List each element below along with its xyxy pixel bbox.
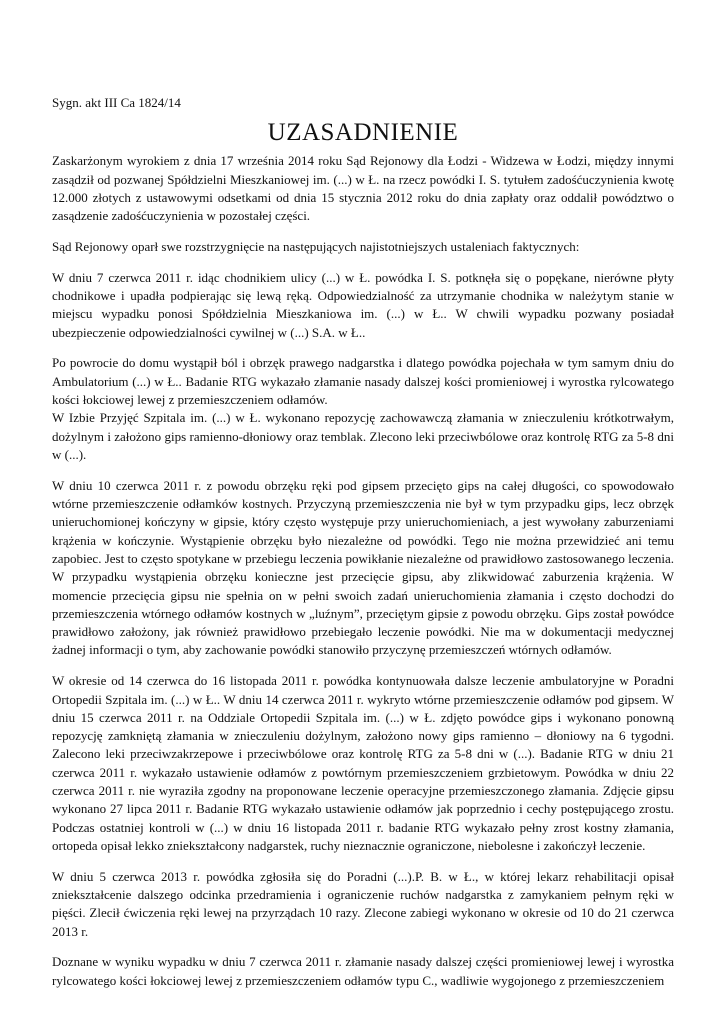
paragraph-rehabilitation: W dniu 5 czerwca 2013 r. powódka zgłosiła się do Poradni (...).P. B. w Ł., w której lekarz rehabilitacji opisał zniekształcenie dalszego odcinka przedramienia i ograniczenie ruchów nadgarstka z zamykaniem pełnym ręki w pięści. Zlecił ćwiczenia ręki lewej na przyrządach 10 razy. Zlecone zabiegi wykonano w okresie od 10 do 21 czerwca 2013 r. — [52, 868, 674, 939]
document-page — [52, 94, 674, 1002]
paragraph-cast-cut: W dniu 10 czerwca 2011 r. z powodu obrzęku ręki pod gipsem przecięto gips na całej długości, co spowodowało wtórne przemieszczenie odłamków kostnych. Przyczyną przemieszczenia nie był w tym przypadku gips, lecz obrzęk unieruchomionej kończyny w gipsie, który często występuje przy unieruchomieniach, a jest wywołany zaburzeniami krążenia w kończynie. Wystąpienie obrzęku było niezależne od powódki. Tego nie można przewidzieć ani temu zapobiec. Jest to często spotykane w przebiegu leczenia powikłanie niezależne od prawidłowo zastosowanego leczenia. W przypadku wystąpienia obrzęku konieczne jest przecięcie gipsu, aby zlikwidować zaburzenia krążenia. W momencie przecięcia gipsu nie spełnia on w pełni swoich zadań unieruchomienia złamania i często dochodzi do przemieszczenia wtórnego odłamów kostnych w „luźnym”, przeciętym gipsie z powodu obrzęku. Gips został powódce prawidłowo założony, jak również prawidłowo przebiegało leczenie powódki. Nie ma w dokumentacji medycznej żadnej informacji o tym, aby zachowanie powódki stanowiło przyczynę przemieszczeń wtórnych odłamów. — [52, 477, 674, 658]
case-signature: Sygn. akt III Ca 1824/14 — [52, 95, 181, 110]
paragraph-treatment: W okresie od 14 czerwca do 16 listopada 2011 r. powódka kontynuowała dalsze leczenie ambulatoryjne w Poradni Ortopedii Szpitala im. (...) w Ł.. W dniu 14 czerwca 2011 r. wykryto wtórne przemieszczenie odłamów pod gipsem. W dniu 15 czerwca 2011 r. na Oddziale Ortopedii Szpitala im. (...) w Ł. zdjęto powódce gips i wykonano ponowną repozycję zamkniętą złamania w znieczuleniu dożylnym, założono nowy gips ramienno – dłoniowy na 6 tygodni. Zalecono leki przeciwzakrzepowe i przeciwbólowe oraz kontrolę RTG za 5-8 dni w (...). Badanie RTG w dniu 21 czerwca 2011 r. wykazało ustawienie odłamów z powtórnym przemieszczeniem grzbietowym. Powódka w dniu 22 czerwca 2011 r. nie wyraziła zgodny na proponowane leczenie operacyjne przemieszczonego złamania. Zdjęcie gipsu wykonano 27 lipca 2011 r. Badanie RTG wykazało ustawienie odłamów jak poprzednio i cechy postępującego zrostu. Podczas ostatniej kontroli w (...) w dniu 16 listopada 2011 r. badanie RTG wykazało pełny zrost kostny złamania, ortopeda opisał lekko zniekształcony nadgarstek, ruchy nieznacznie ograniczone, niebolesne i zakończył leczenie. — [52, 673, 674, 853]
paragraph-findings-intro: Sąd Rejonowy oparł swe rozstrzygnięcie na następujących najistotniejszych ustaleniach faktycznych: — [52, 238, 580, 254]
document-title: UZASADNIENIE — [267, 119, 459, 147]
paragraph-accident: W dniu 7 czerwca 2011 r. idąc chodnikiem ulicy (...) w Ł. powódka I. S. potknęła się o popękane, nierówne płyty chodnikowe i upadła podpierając się lewą ręką. Odpowiedzialność za utrzymanie chodnika w należytym stanie w miejscu wypadku ponosi Spółdzielnia Mieszkaniowa im. (...) w Ł.. W chwili wypadku pozwany posiadał ubezpieczenie odpowiedzialności cywilnej w (...) S.A. w Ł.. — [52, 269, 674, 340]
paragraph-injury-summary: Doznane w wyniku wypadku w dniu 7 czerwca 2011 r. złamanie nasady dalszej części promieniowej lewej i wyrostka rylcowatego kości łokciowej lewej z przemieszczeniem odłamów typu C., wadliwie wygojonego z przemieszczeniem — [52, 954, 674, 988]
paragraph-ambulatorium: Po powrocie do domu wystąpił ból i obrzęk prawego nadgarstka i dlatego powódka pojechała w tym samym dniu do Ambulatorium (...) w Ł.. Badanie RTG wykazało złamanie nasady dalszej kości promieniowej i wyrostka rylcowatego kości łokciowej lewej z przemieszczeniem odłamów. — [52, 355, 674, 408]
paragraph-admission: W Izbie Przyjęć Szpitala im. (...) w Ł. wykonano repozycję zachowawczą złamania w znieczuleniu krótkotrwałym, dożylnym i założono gips ramienno-dłoniowy oraz temblak. Zlecono leki przeciwbólowe oraz kontrolę RTG za 5-8 dni w (...). — [52, 410, 674, 462]
paragraph-judgment: Zaskarżonym wyrokiem z dnia 17 września 2014 roku Sąd Rejonowy dla Łodzi - Widzewa w Łodzi, między innymi zasądził od pozwanej Spółdzielni Mieszkaniowej im. (...) w Ł. na rzecz powódki I. S. tytułem zadośćuczynienia kwotę 12.000 złotych z ustawowymi odsetkami od dnia 15 stycznia 2012 roku do dnia zapłaty oraz oddalił powództwo o zasądzenie zadośćuczynienia w pozostałej części. — [52, 153, 674, 224]
